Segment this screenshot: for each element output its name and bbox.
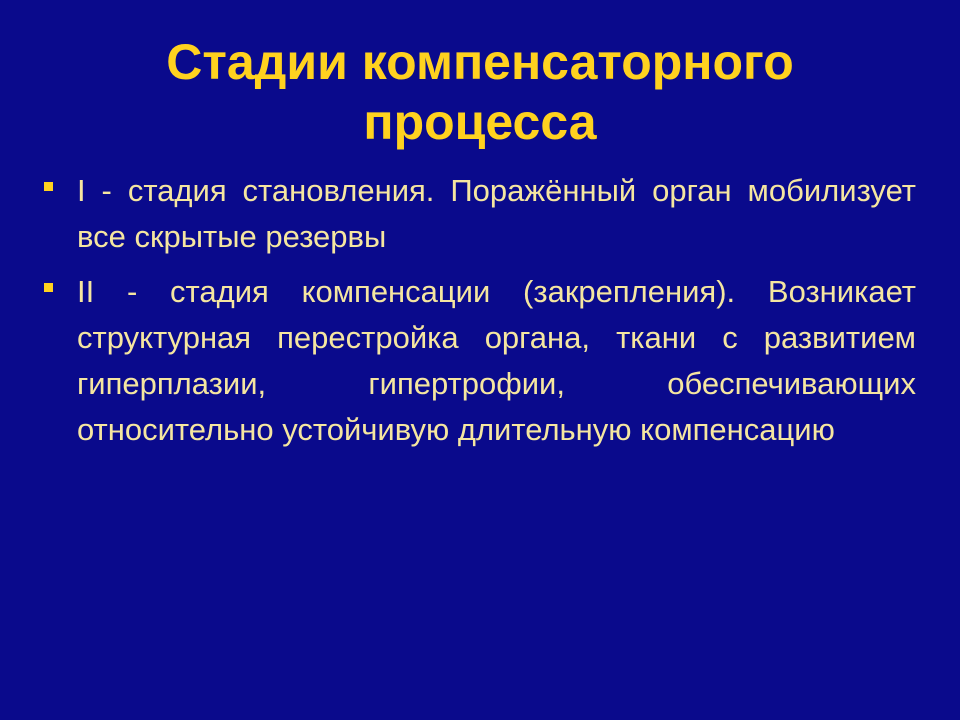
square-bullet-icon (44, 283, 53, 292)
bullet-list (44, 168, 916, 462)
slide-title: Стадии компенсаторного процесса (166, 34, 794, 150)
square-bullet-icon (44, 182, 53, 191)
bullet-text-stage-2: II - стадия компенсации (закрепления). Возникает структурная перестройка органа, ткани с развитием гиперплазии, гипертрофии, обеспечивающих относительно устойчивую длительную компенсацию (77, 274, 916, 447)
bullet-item-stage-1 (44, 168, 916, 260)
bullet-item-stage-2 (44, 269, 916, 453)
bullet-text-stage-1: I - стадия становления. Поражённый орган мобилизует все скрытые резервы (77, 173, 916, 254)
